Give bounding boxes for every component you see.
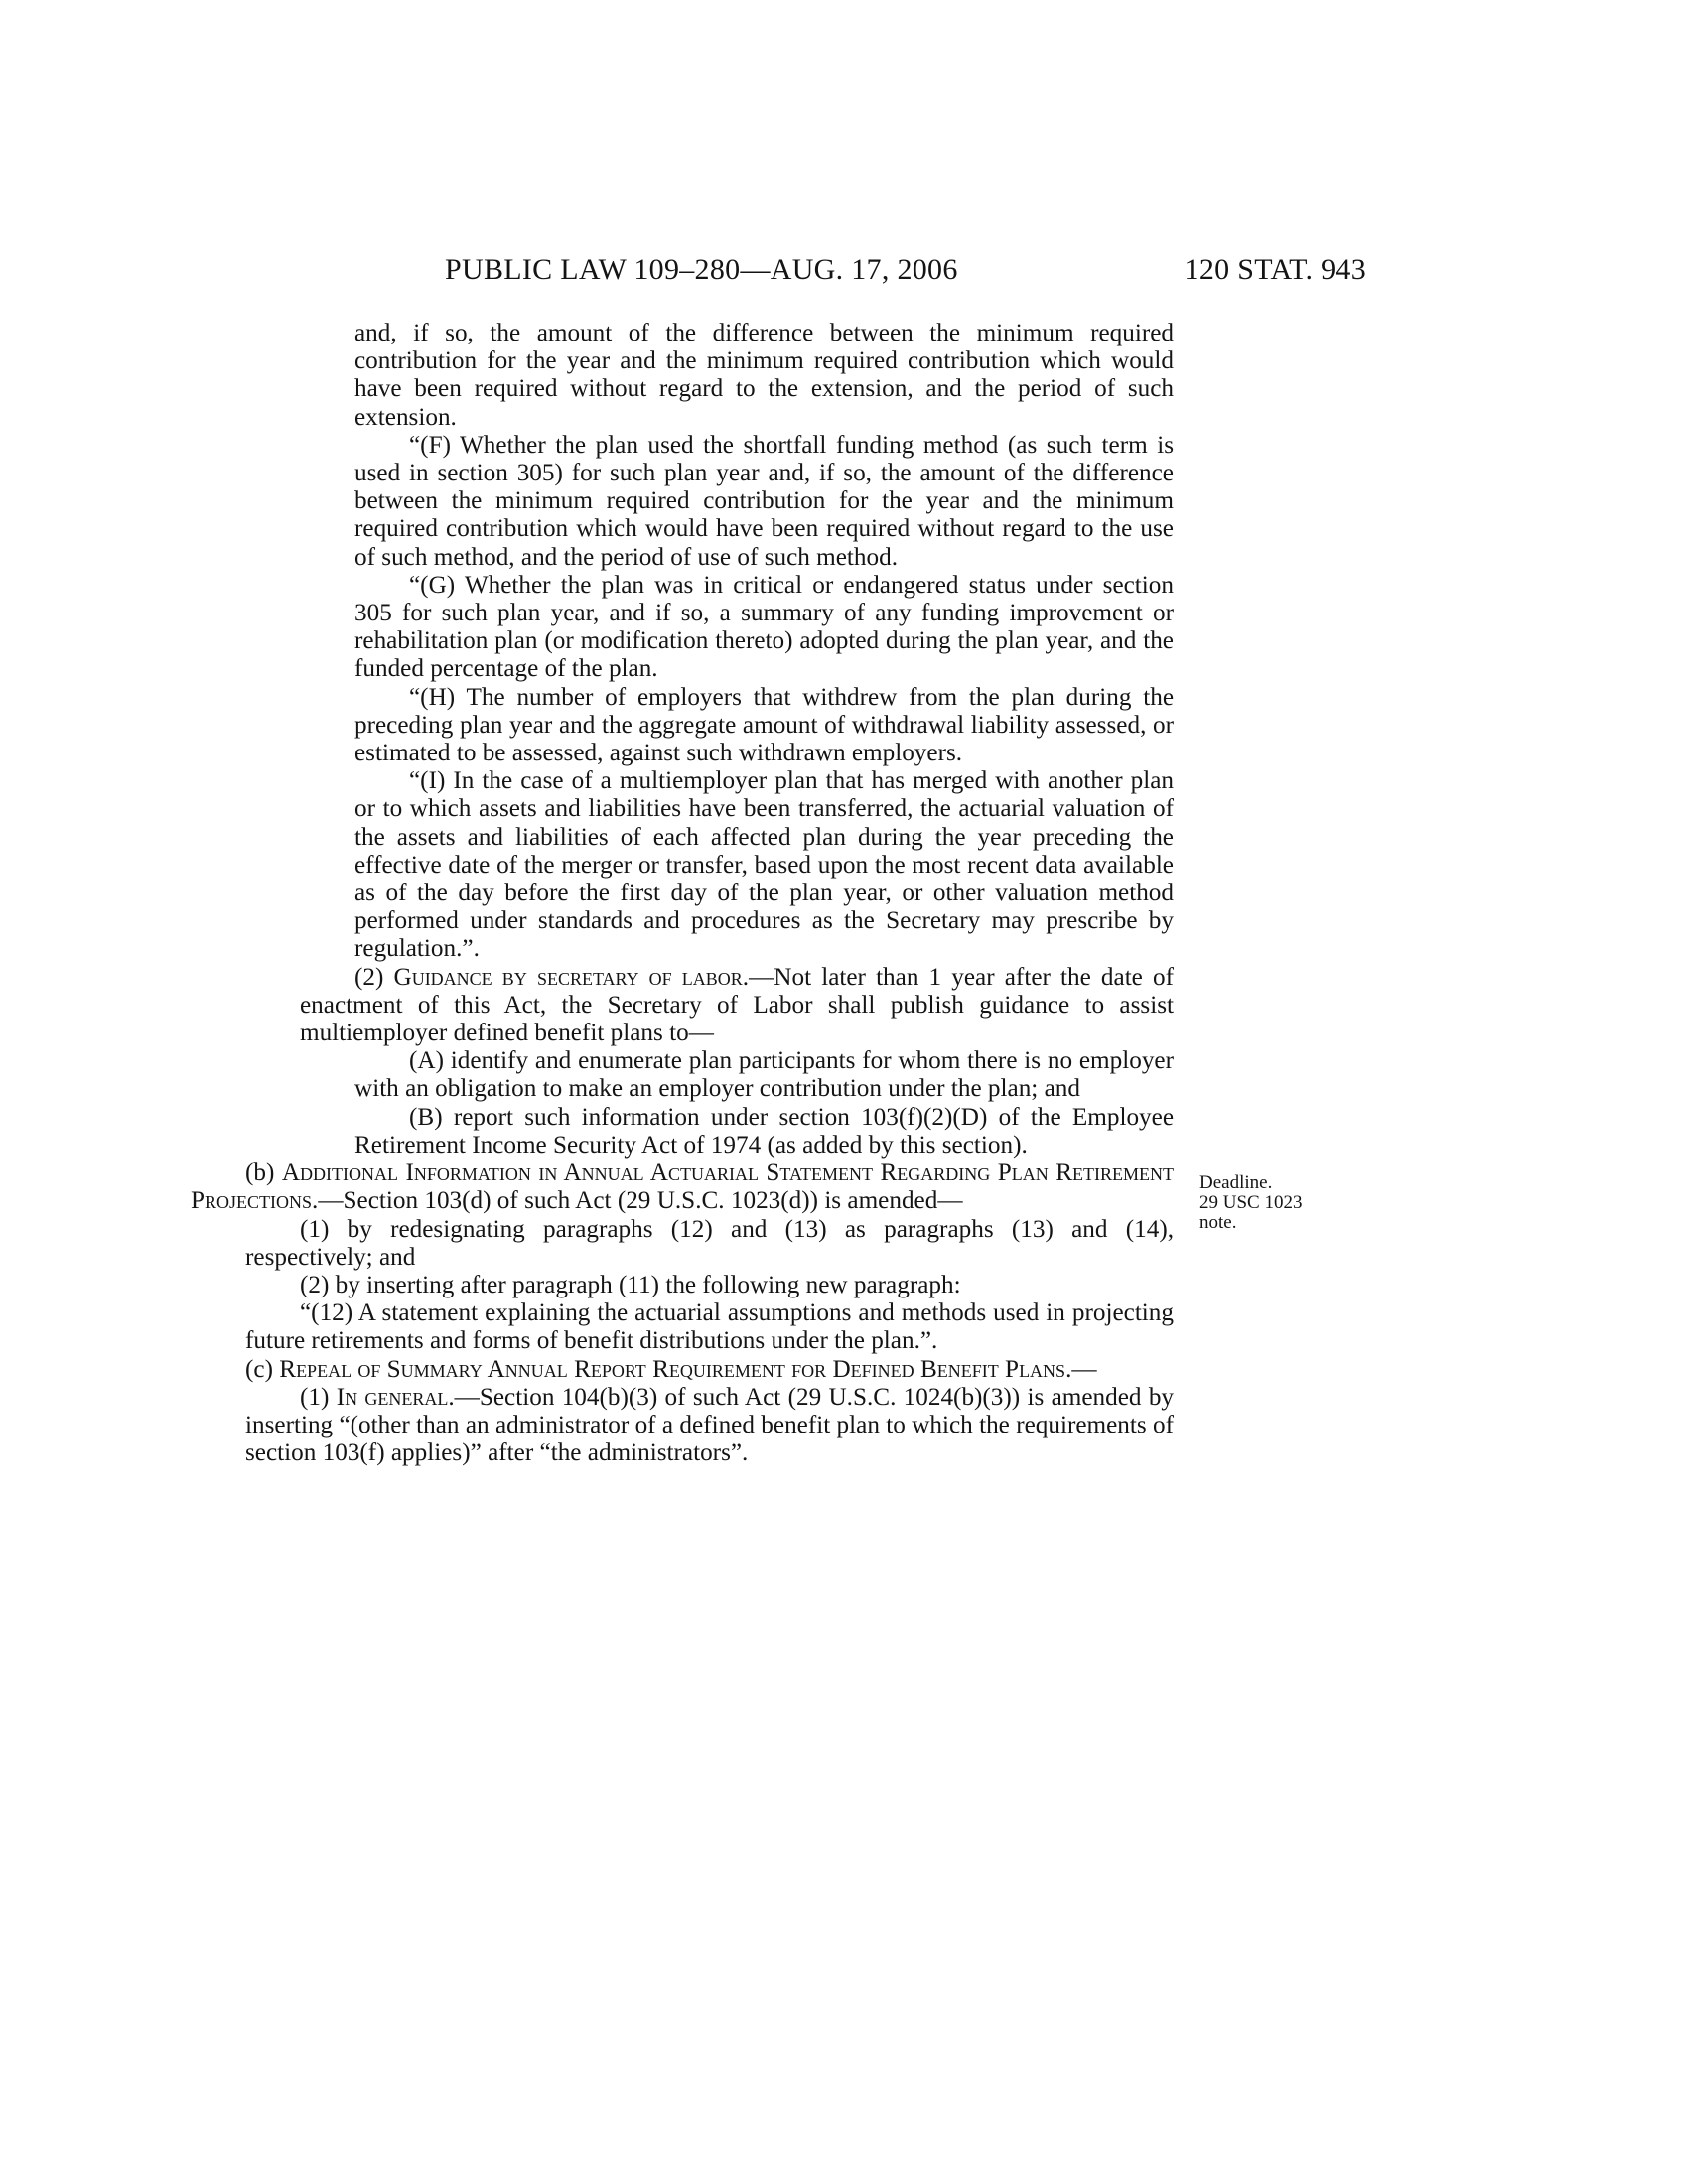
subsection-c-heading: Repeal of Summary Annual Report Requirement for Defined Benefit Plans xyxy=(279,1355,1066,1383)
subsection-c-text: .— xyxy=(1065,1355,1097,1383)
statute-page-reference: 120 STAT. 943 xyxy=(1184,253,1366,286)
paragraph-1-text: .—Section 104(b)(3) of such Act (29 U.S.C. 1024(b)(3)) is amended by inserting “(other than an administrator of a defined benefit plan to which the requirements of section 103(f) applies)” after “the administrators”. xyxy=(245,1383,1175,1467)
paragraph-1-in-general xyxy=(245,1384,1174,1468)
subsection-b-heading: Additional Information in Annual Actuarial Statement Regarding Plan Retirement Projections xyxy=(191,1160,1174,1215)
subsection-c xyxy=(191,1356,1174,1384)
subsection-b xyxy=(191,1160,1174,1215)
subparagraph-i-text: “(I) In the case of a multiemployer plan that has merged with another plan or to which assets and liabilities have been transferred, the actuarial valuation of the assets and liabilities of each affected plan during the year preceding the effective date of the merger or transfer, based upon the most recent data available as of the day before the first day of the plan year, or other valuation method performed under standards and procedures as the Secretary may prescribe by regulation.”. xyxy=(354,767,1174,963)
paragraph-2-inserting: (2) by inserting after paragraph (11) the following new paragraph: xyxy=(300,1271,961,1298)
margin-note xyxy=(1199,1173,1348,1233)
subparagraph-i xyxy=(300,767,1174,963)
page-header xyxy=(445,250,1366,290)
paragraph-1-redesignating: (1) by redesignating paragraphs (12) and (13) as paragraphs (13) and (14), respectively; and xyxy=(245,1215,1174,1271)
subparagraph-f xyxy=(300,432,1174,572)
paragraph-2-text: .—Not later than 1 year after the date of enactment of this Act, the Secretary of Labor shall publish guidance to assist multiemployer defined benefit plans to— xyxy=(300,963,1174,1047)
statute-body xyxy=(191,320,1175,1467)
margin-note-deadline: Deadline. xyxy=(1199,1172,1273,1193)
subparagraph-b: (B) report such information under section 103(f)(2)(D) of the Employee Retirement Income Security Act of 1974 (as added by this section). xyxy=(354,1103,1174,1159)
subsection-b-text: .—Section 103(d) of such Act (29 U.S.C. 1023(d)) is amended— xyxy=(312,1187,963,1215)
subparagraph-g-text: “(G) Whether the plan was in critical or endangered status under section 305 for such plan year, and if so, a summary of any funding improvement or rehabilitation plan (or modification thereto) adopted during the plan year, and the funded percentage of the plan. xyxy=(354,571,1174,683)
subparagraph-a: (A) identify and enumerate plan participants for whom there is no employer with an obligation to make an employer contribution under the plan; and xyxy=(354,1047,1174,1103)
paragraph-1-number: (1) xyxy=(300,1383,337,1411)
margin-note-note: note. xyxy=(1199,1212,1237,1233)
new-paragraph-12: “(12) A statement explaining the actuarial assumptions and methods used in projecting future retirements and forms of benefit distributions under the plan.”. xyxy=(245,1299,1174,1355)
paragraph-continuation: and, if so, the amount of the difference between the minimum required contribution for the year and the minimum required contribution which would have been required without regard to the extension, and the period of such extension. xyxy=(354,320,1174,431)
running-head: PUBLIC LAW 109–280—AUG. 17, 2006 xyxy=(445,253,958,286)
margin-note-usc-citation: 29 USC 1023 xyxy=(1199,1192,1303,1213)
subparagraph-f-text: “(F) Whether the plan used the shortfall funding method (as such term is used in section 305) for such plan year and, if so, the amount of the difference between the minimum required contribution for the year and the minimum required contribution which would have been required without regard to the use of such method, and the period of use of such method. xyxy=(354,431,1174,571)
paragraph-1-heading: In general xyxy=(336,1383,449,1411)
subparagraph-h-text: “(H) The number of employers that withdrew from the plan during the preceding plan year and the aggregate amount of withdrawal liability assessed, or estimated to be assessed, against such withdrawn employers. xyxy=(354,683,1174,767)
paragraph-2-guidance xyxy=(300,964,1174,1048)
subsection-c-letter: (c) xyxy=(245,1355,280,1383)
paragraph-2-number: (2) xyxy=(354,963,394,991)
subparagraph-h xyxy=(300,684,1174,768)
subparagraph-g xyxy=(300,572,1174,684)
subsection-b-letter: (b) xyxy=(245,1160,282,1187)
paragraph-2-heading: Guidance by secretary of labor xyxy=(393,963,743,991)
